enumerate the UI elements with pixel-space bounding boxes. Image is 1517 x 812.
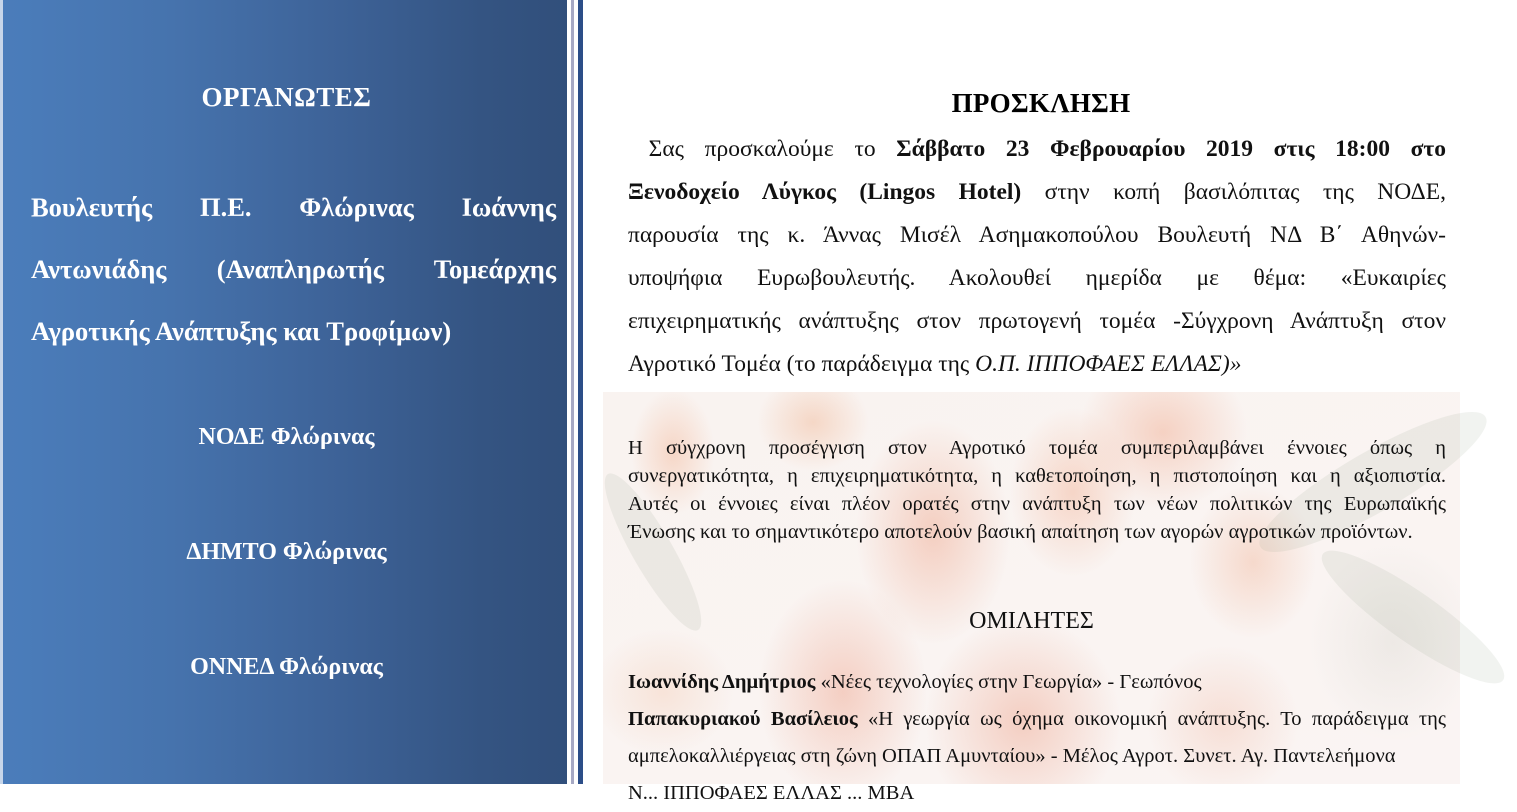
main-organizer-line: Αγροτικής Ανάπτυξης και Τροφίμων) [31,316,452,346]
organizers-heading: ΟΡΓΑΝΩΤΕΣ [201,82,372,112]
organizer-node-florinas: ΝΟΔΕ Φλώρινας [198,424,375,450]
speaker-item [628,701,1446,738]
main-organizer-line: Αντωνιάδης (Αναπληρωτής Τομεάρχης [31,254,556,284]
speaker-name: Ιωαννίδης Δημήτριος [628,671,816,693]
invitation-content [583,0,1499,804]
event-venue: Ξενοδοχείο Λύγκος (Lingos Hotel) [628,179,1022,205]
sea-buckthorn-background-image [603,392,1460,804]
main-organizer-line: Βουλευτής Π.Ε. Φλώρινας Ιωάννης [31,192,556,222]
intro-line: υποψήφια Ευρωβουλευτής. Ακολουθεί ημερίδα με θέμα: «Ευκαιρίες [628,265,1446,291]
speaker-item [628,664,1446,701]
main-organizer [31,176,556,362]
description-line: Ένωσης και το σημαντικότερο αποτελούν βασική απαίτηση των αγορών αγροτικών προϊόντων. [628,521,1413,543]
speaker-name: Παπακυριακού Βασίλειος [628,708,858,730]
organizer-dimto-florinas: ΔΗΜΤΟ Φλώρινας [186,539,387,565]
description-line: Η σύγχρονη προσέγγιση στον Αγροτικό τομέα συμπεριλαμβάνει έννοιες όπως η [628,437,1446,459]
invitation-title: ΠΡΟΣΚΛΗΣΗ [951,88,1131,118]
organization-name: Ο.Π. ΙΠΠΟΦΑΕΣ ΕΛΛΑΣ)» [975,351,1242,377]
speaker-talk-continued: αμπελοκαλλιέργειας στη ζώνη ΟΠΑΠ Αμυνταίου» - Μέλος Αγροτ. Συνετ. Αγ. Παντελεήμονα [628,745,1396,767]
speaker-talk: «Νέες τεχνολογίες στην Γεωργία» - Γεωπόνος [815,671,1202,693]
speakers-heading: ΟΜΙΛΗΤΕΣ [969,608,1094,634]
divider-thin [571,0,574,784]
description-line: Αυτές οι έννοιες είναι πλέον ορατές στην ανάπτυξη των νέων πολιτικών της Ευρωπαϊκής [628,493,1446,515]
description-paragraph [628,434,1446,546]
description-line: συνεργατικότητα, η επιχειρηματικότητα, η καθετοποίηση, η πιστοποίηση και η αξιοπιστία. [628,465,1446,487]
intro-line: επιχειρηματικής ανάπτυξης στον πρωτογενή τομέα -Σύγχρονη Ανάπτυξη στον [628,308,1446,334]
intro-line: Αγροτικό Τομέα (το παράδειγμα της Ο.Π. ΙΠΠΟΦΑΕΣ ΕΛΛΑΣ)» [628,351,1242,377]
intro-line: Ξενοδοχείο Λύγκος (Lingos Hotel) στην κοπή βασιλόπιτας της ΝΟΔΕ, [628,179,1446,205]
intro-line: Σας προσκαλούμε το Σάββατο 23 Φεβρουαρίου 2019 στις 18:00 στο [648,136,1446,162]
speakers-list [628,664,1446,812]
invitation-intro [628,128,1446,386]
intro-line: παρουσία της κ. Άννας Μισέλ Ασημακοπούλου Βουλευτή ΝΔ Β΄ Αθηνών- [628,222,1446,248]
event-date-time: Σάββατο 23 Φεβρουαρίου 2019 στις 18:00 στο [896,136,1446,162]
speaker-talk: «Η γεωργία ως όχημα οικονομική ανάπτυξης. Το παράδειγμα της [857,708,1446,730]
organizers-panel [0,0,567,784]
speaker-item-clipped: Ν... ΙΠΠΟΦΑΕΣ ΕΛΛΑΣ ... MBA [628,782,915,804]
organizer-onned-florinas: ΟΝΝΕΔ Φλώρινας [190,654,383,680]
